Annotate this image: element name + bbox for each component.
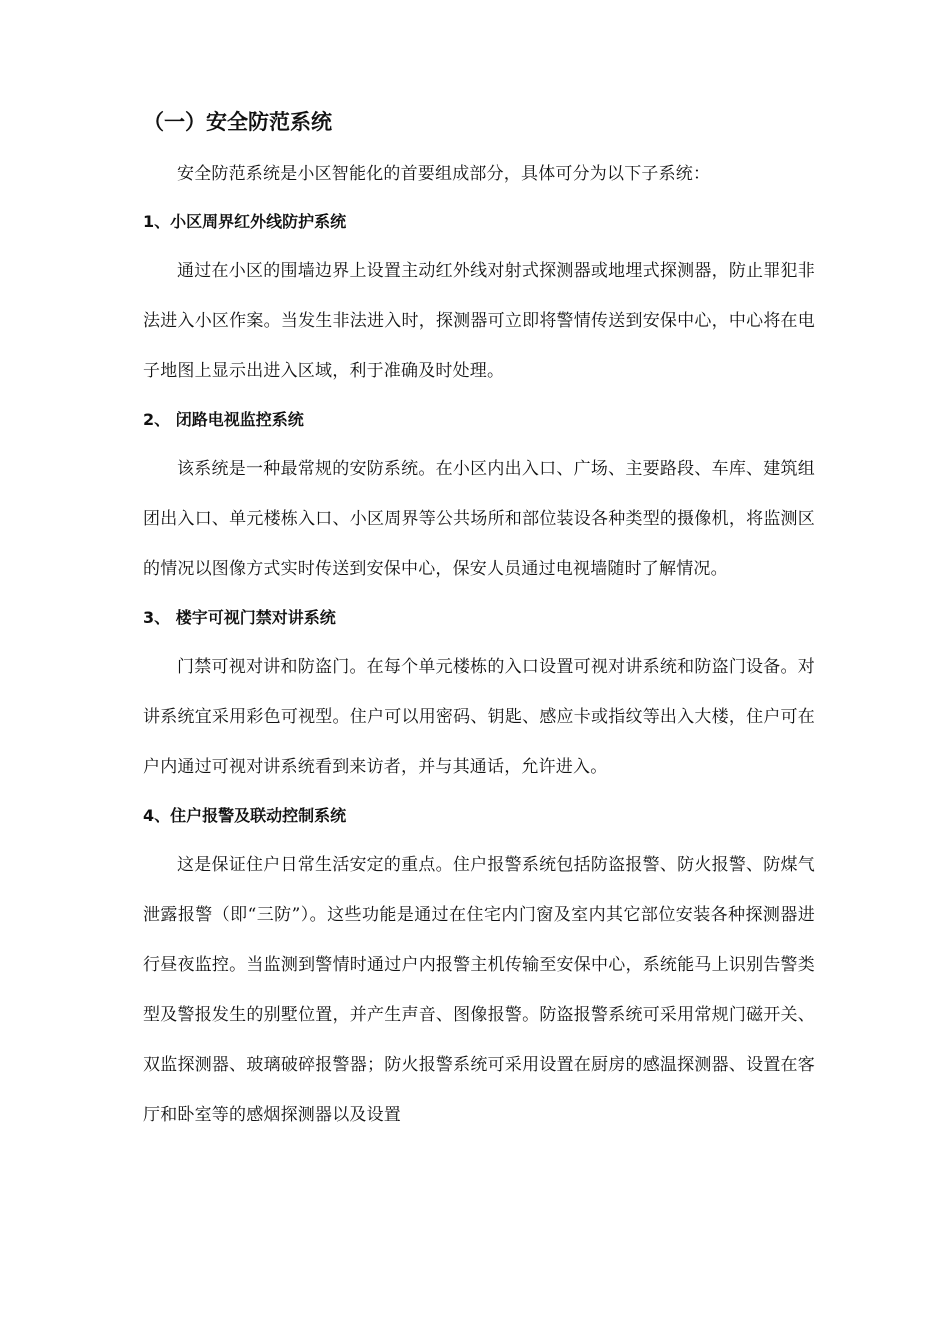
subsection-body-4: 这是保证住户日常生活安定的重点。住户报警系统包括防盗报警、防火报警、防煤气泄露报警（即“三防”）。这些功能是通过在住宅内门窗及室内其它部位安装各种探测器进行昼夜监控。当监测到警情时通过户内报警主机传输至安保中心，系统能马上识别告警类型及警报发生的别墅位置，并产生声音、图像报警。防盗报警系统可采用常规门磁开关、双监探测器、玻璃破碎报警器；防火报警系统可采用设置在厨房的感温探测器、设置在客厅和卧室等的感烟探测器以及设置 xyxy=(143,855,815,1125)
document-content xyxy=(143,100,815,1140)
subsection-heading-3: 3、 楼宇可视门禁对讲系统 xyxy=(143,608,336,627)
subsection-body-3: 门禁可视对讲和防盗门。在每个单元楼栋的入口设置可视对讲系统和防盗门设备。对讲系统宜采用彩色可视型。住户可以用密码、钥匙、感应卡或指纹等出入大楼，住户可在户内通过可视对讲系统看到来访者，并与其通话，允许进入。 xyxy=(143,657,815,777)
subsection-heading-1: 1、小区周界红外线防护系统 xyxy=(143,212,347,231)
section-title: （一）安全防范系统 xyxy=(143,110,332,134)
subsection-heading-4: 4、住户报警及联动控制系统 xyxy=(143,806,347,825)
subsection-body-2: 该系统是一种最常规的安防系统。在小区内出入口、广场、主要路段、车库、建筑组团出入口、单元楼栋入口、小区周界等公共场所和部位装设各种类型的摄像机，将监测区的情况以图像方式实时传送到安保中心，保安人员通过电视墙随时了解情况。 xyxy=(143,459,815,579)
intro-paragraph: 安全防范系统是小区智能化的首要组成部分，具体可分为以下子系统： xyxy=(177,164,711,184)
subsection-heading-2: 2、 闭路电视监控系统 xyxy=(143,410,304,429)
subsection-body-1: 通过在小区的围墙边界上设置主动红外线对射式探测器或地埋式探测器，防止罪犯非法进入小区作案。当发生非法进入时，探测器可立即将警情传送到安保中心，中心将在电子地图上显示出进入区域，利于准确及时处理。 xyxy=(143,261,815,381)
